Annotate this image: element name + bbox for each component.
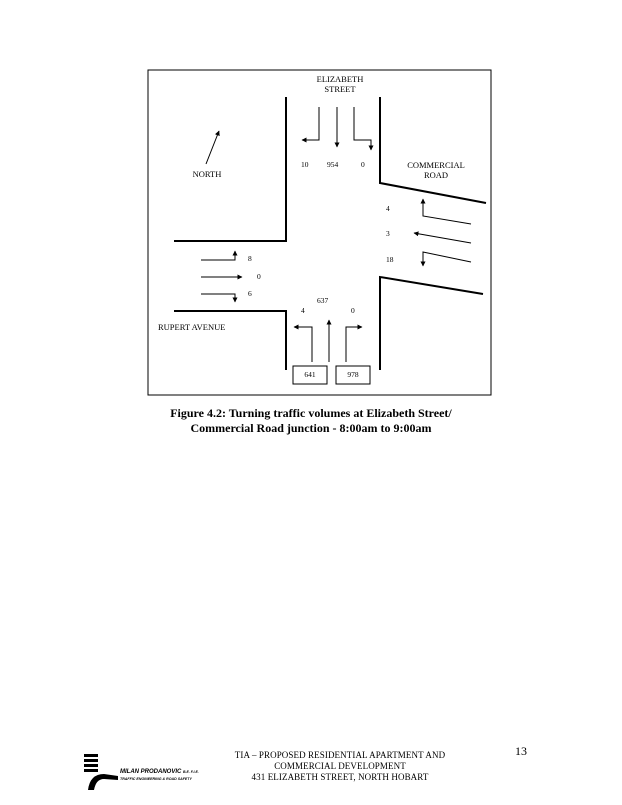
east-right-turn-arrow-icon [423, 252, 471, 266]
figure-caption-line2: Commercial Road junction - 8:00am to 9:00am [190, 421, 432, 435]
street-label-commercial-line1: COMMERCIAL [407, 160, 465, 170]
north-right-turn-arrow-icon [302, 107, 319, 140]
volume-east-right-turn: 18 [386, 255, 394, 264]
logo-tagline: TRAFFIC ENGINEERING & ROAD SAFETY [120, 777, 192, 781]
departure-volume-left: 641 [304, 370, 316, 379]
street-label-rupert: RUPERT AVENUE [158, 322, 226, 332]
volume-north-through: 954 [327, 160, 339, 169]
east-approach-arrows [414, 199, 471, 266]
departure-volume-right: 978 [347, 370, 359, 379]
logo-name [120, 769, 199, 775]
footer-text [200, 750, 480, 783]
street-label-elizabeth [300, 74, 380, 94]
volume-south-right-turn: 0 [351, 306, 355, 315]
volume-east-through: 3 [386, 229, 390, 238]
west-approach-arrows [201, 251, 242, 302]
figure-caption [0, 406, 622, 436]
street-label-commercial [396, 160, 476, 180]
footer-line3: 431 ELIZABETH STREET, NORTH HOBART [251, 772, 429, 782]
footer-line2: COMMERCIAL DEVELOPMENT [274, 761, 406, 771]
logo-suffix: B.E. F.I.E. [183, 770, 199, 774]
volume-south-left-turn: 4 [301, 306, 305, 315]
west-right-turn-arrow-icon [201, 294, 235, 302]
north-approach-arrows [302, 107, 371, 150]
west-left-turn-arrow-icon [201, 251, 235, 260]
volume-south-through: 637 [317, 296, 329, 305]
footer-line1: TIA – PROPOSED RESIDENTIAL APARTMENT AND [234, 750, 446, 760]
logo-name-text: MILAN PRODANOVIC [120, 769, 182, 775]
north-left-turn-arrow-icon [354, 107, 371, 150]
south-left-turn-arrow-icon [294, 327, 312, 362]
east-left-turn-arrow-icon [423, 199, 471, 224]
volume-north-right-turn: 10 [301, 160, 309, 169]
east-through-arrow-icon [414, 233, 471, 243]
street-label-elizabeth-line2: STREET [324, 84, 356, 94]
south-approach-arrows [294, 320, 362, 362]
street-label-commercial-line2: ROAD [423, 170, 449, 180]
volume-west-right-turn: 6 [248, 289, 252, 298]
volume-east-left-turn: 4 [386, 204, 390, 213]
page-number: 13 [515, 744, 527, 758]
north-label: NORTH [192, 169, 222, 179]
south-right-turn-arrow-icon [346, 327, 362, 362]
logo-mark-icon [84, 752, 120, 792]
volume-west-through: 0 [257, 272, 261, 281]
volume-west-left-turn: 8 [248, 254, 252, 263]
north-arrow-icon [206, 131, 219, 164]
figure-caption-line1: Figure 4.2: Turning traffic volumes at Elizabeth Street/ [170, 406, 452, 420]
volume-north-left-turn: 0 [361, 160, 365, 169]
street-label-elizabeth-line1: ELIZABETH [316, 74, 364, 84]
